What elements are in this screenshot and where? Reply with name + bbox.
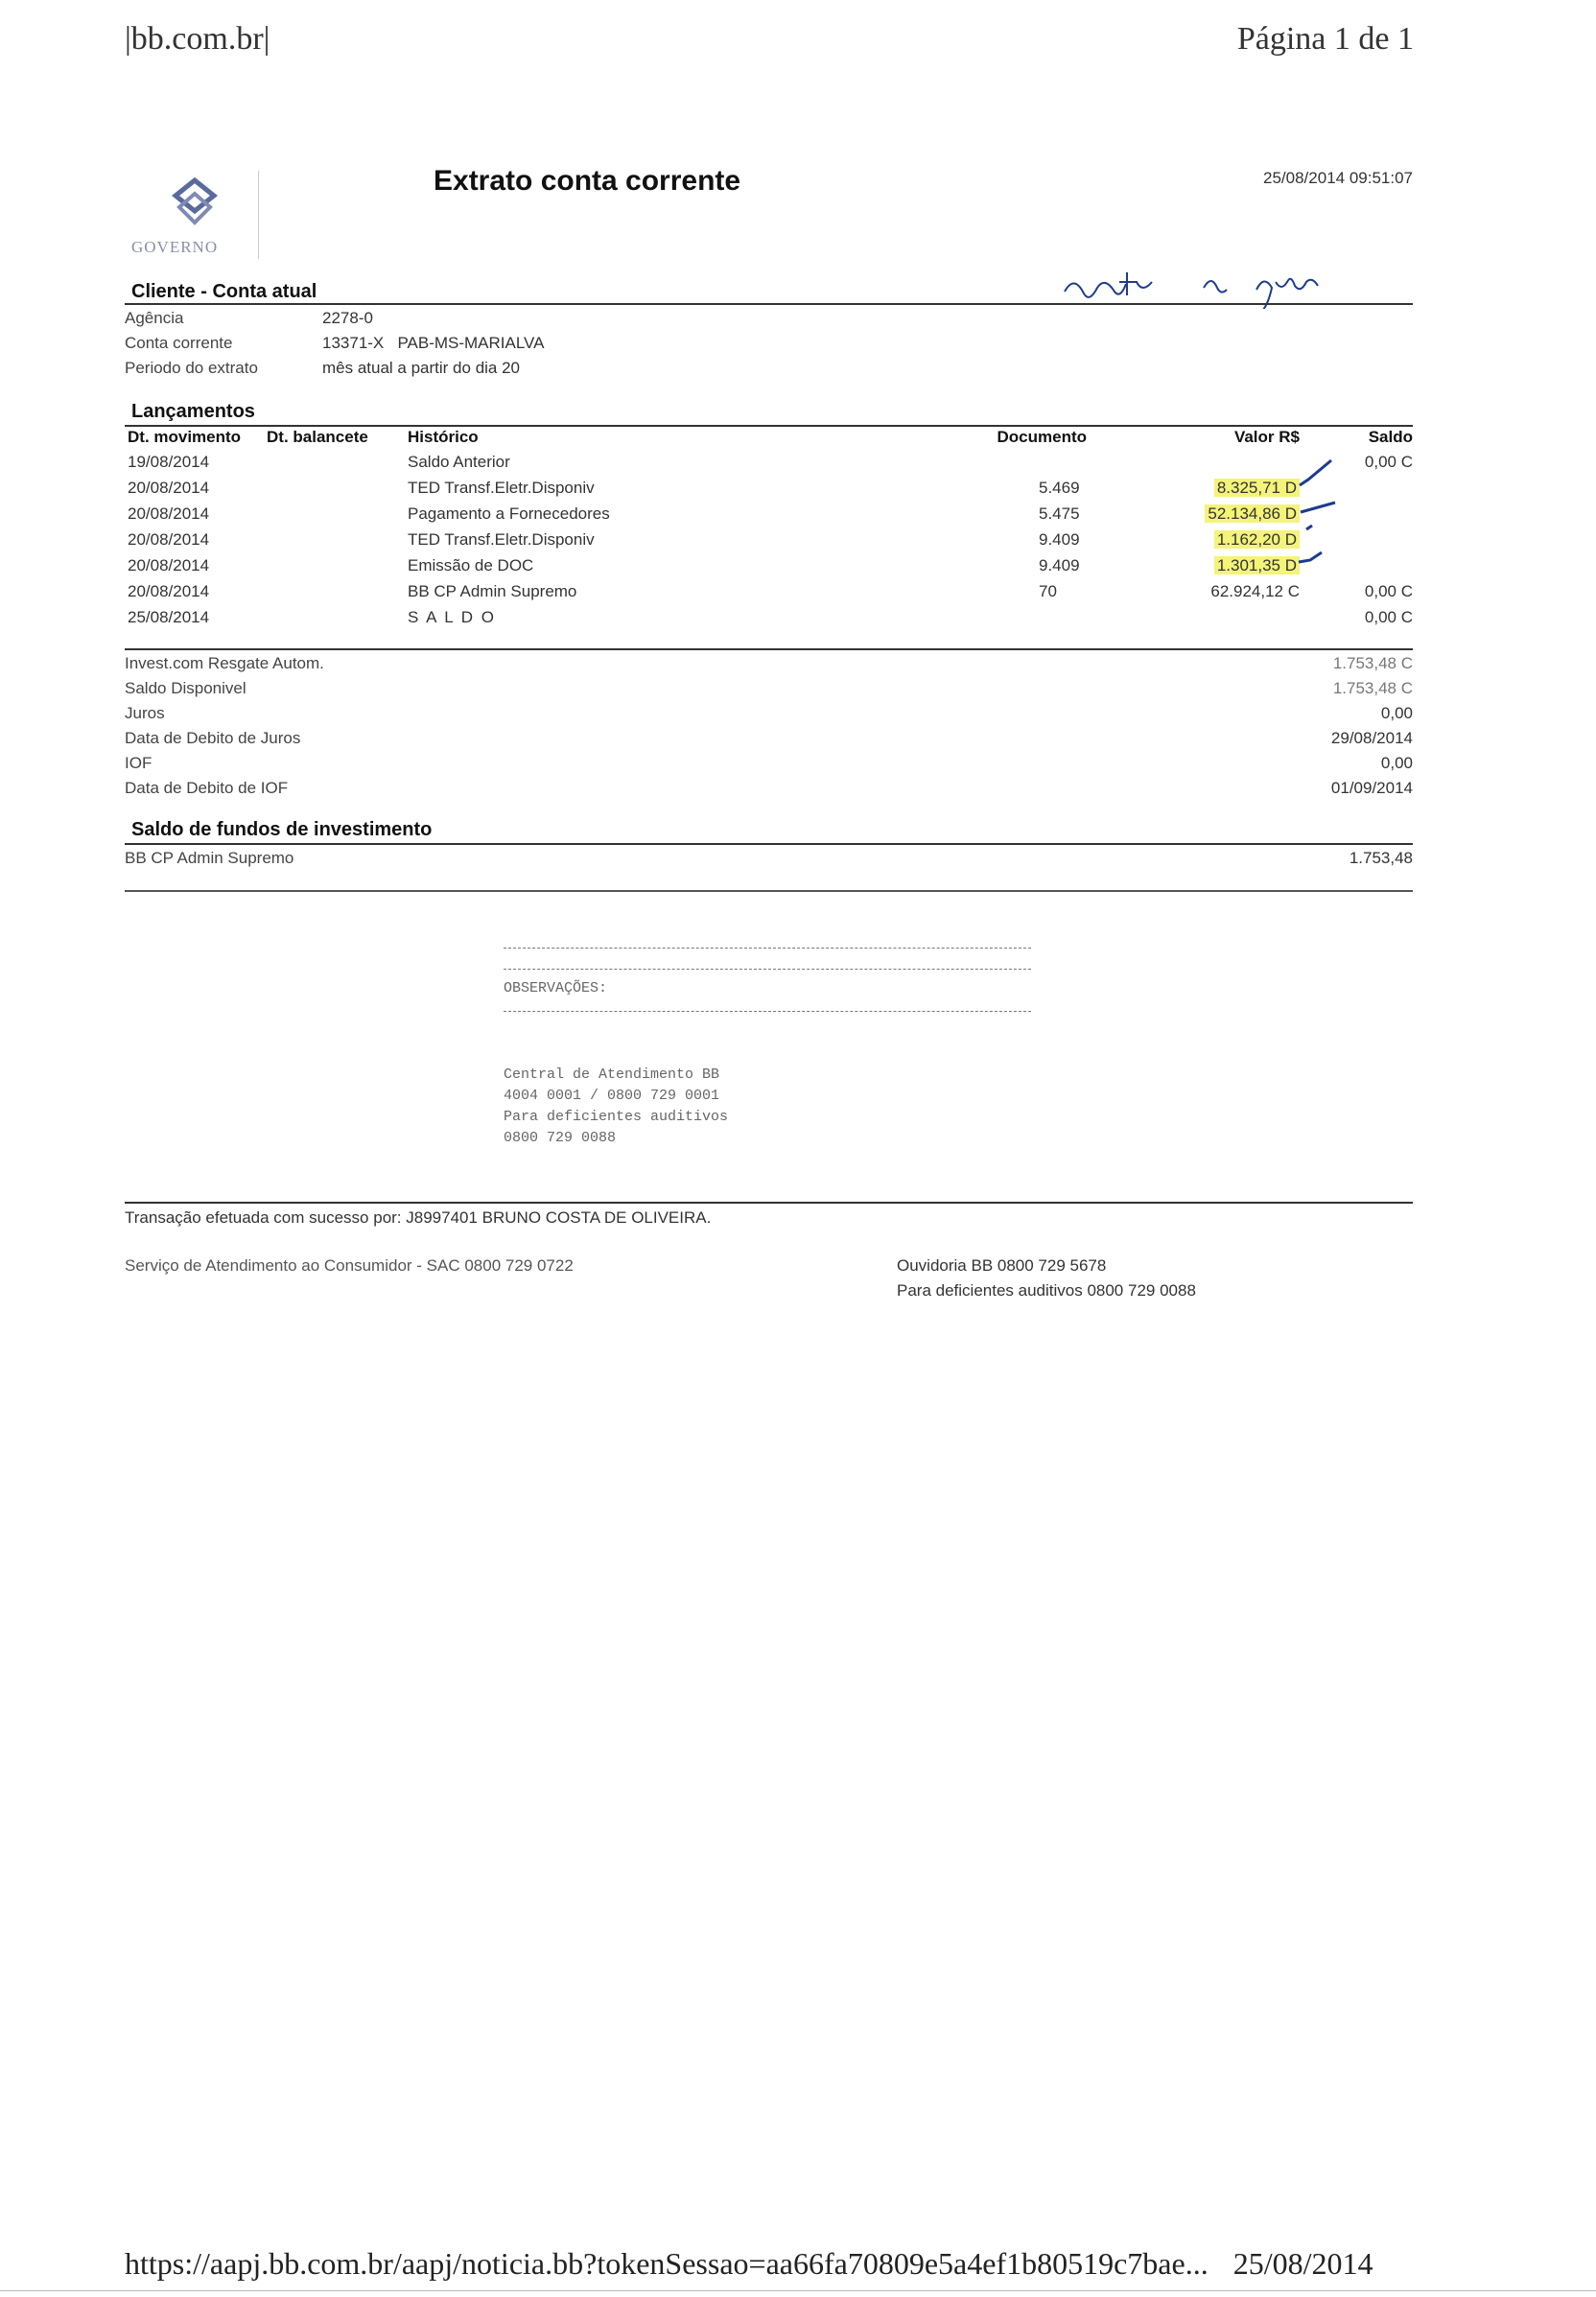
central-line: 4004 0001 / 0800 729 0001 (504, 1088, 720, 1104)
client-label-periodo: Periodo do extrato (125, 359, 258, 377)
table-row-valor-text: 1.301,35 D (1214, 556, 1300, 574)
summary-label: Data de Debito de IOF (125, 779, 289, 797)
fundos-end-rule (125, 890, 1413, 892)
footer-sac: Serviço de Atendimento ao Consumidor - SAC 0800 729 0722 (125, 1256, 574, 1275)
table-row-valor (1165, 479, 1300, 498)
col-header-dt-balancete: Dt. balancete (267, 428, 368, 446)
summary-label: Invest.com Resgate Autom. (125, 654, 324, 672)
table-row-valor-text: 1.162,20 D (1214, 530, 1300, 549)
summary-value: 29/08/2014 (1330, 729, 1413, 747)
obs-dash-3 (504, 1011, 1031, 1012)
footer-deficientes: Para deficientes auditivos 0800 729 0088 (897, 1281, 1196, 1300)
document-title: Extrato conta corrente (434, 165, 741, 197)
summary-label: IOF (125, 754, 153, 772)
table-row-valor: 62.924,12 C (1210, 582, 1300, 600)
table-row-historico: S A L D O (408, 608, 497, 626)
table-row-date: 20/08/2014 (128, 556, 210, 574)
page-header-left: |bb.com.br| (125, 21, 270, 57)
table-row-date: 20/08/2014 (128, 530, 210, 549)
observacoes-label: OBSERVAÇÕES: (504, 980, 608, 996)
fundos-section-title: Saldo de fundos de investimento (131, 819, 433, 840)
summary-label: Data de Debito de Juros (125, 729, 301, 747)
fundos-rule (125, 843, 1413, 845)
table-row-date: 20/08/2014 (128, 479, 210, 497)
page-footer-url (125, 2246, 1373, 2282)
table-row-documento: 9.409 (1039, 556, 1080, 574)
fundos-value: 1.753,48 (1349, 849, 1413, 867)
table-row-valor-text: 8.325,71 D (1214, 479, 1300, 497)
table-row-date: 25/08/2014 (128, 608, 210, 626)
central-line: Para deficientes auditivos (504, 1109, 729, 1125)
summary-value: 0,00 (1380, 704, 1413, 722)
logo-text: GOVERNO (131, 238, 219, 256)
table-row-documento: 9.409 (1039, 530, 1080, 549)
table-row-valor (1165, 530, 1300, 550)
page-header-right: Página 1 de 1 (1236, 21, 1414, 57)
table-row-historico: Pagamento a Fornecedores (408, 504, 610, 523)
transaction-text: Transação efetuada com sucesso por: J8997401 BRUNO COSTA DE OLIVEIRA. (125, 1208, 712, 1227)
table-row-valor-text: 52.134,86 D (1205, 504, 1300, 523)
summary-value: 1.753,48 C (1332, 654, 1413, 672)
bb-logo-icon (166, 175, 223, 232)
fundos-label: BB CP Admin Supremo (125, 849, 294, 867)
table-row-date: 20/08/2014 (128, 582, 210, 600)
table-row-historico: TED Transf.Eletr.Disponiv (408, 479, 595, 497)
table-row-documento: 70 (1039, 582, 1057, 600)
obs-dash-2 (504, 969, 1031, 970)
transaction-rule (125, 1202, 1413, 1204)
table-row-valor (1165, 556, 1300, 575)
table-row-historico: Emissão de DOC (408, 556, 534, 574)
client-rule (125, 303, 1413, 305)
footer-ouvidoria: Ouvidoria BB 0800 729 5678 (897, 1256, 1107, 1275)
table-row-valor (1165, 504, 1300, 524)
lancamentos-rule (125, 425, 1413, 427)
client-label-agencia: Agência (125, 309, 184, 327)
col-header-documento: Documento (997, 428, 1087, 446)
table-row-saldo: 0,00 C (1364, 608, 1413, 626)
table-row-date: 19/08/2014 (128, 453, 210, 471)
central-line: Central de Atendimento BB (504, 1066, 720, 1083)
central-line: 0800 729 0088 (504, 1130, 617, 1146)
table-row-date: 20/08/2014 (128, 504, 210, 523)
obs-dash-1 (504, 948, 1031, 949)
summary-value: 1.753,48 C (1332, 679, 1413, 697)
client-section-title: Cliente - Conta atual (131, 281, 317, 302)
table-row-historico: BB CP Admin Supremo (408, 582, 577, 600)
page-footer-url-text: https://aapj.bb.com.br/aapj/noticia.bb?tokenSessao=aa66fa70809e5a4ef1b80519c7bae... (125, 2246, 1209, 2281)
lancamentos-section-title: Lançamentos (131, 401, 255, 422)
col-header-historico: Histórico (408, 428, 479, 446)
bb-logo (128, 171, 259, 259)
summary-value: 01/09/2014 (1330, 779, 1413, 797)
client-value-agencia: 2278-0 (322, 309, 373, 327)
table-row-historico: TED Transf.Eletr.Disponiv (408, 530, 595, 549)
client-value-conta: 13371-X PAB-MS-MARIALVA (322, 334, 545, 352)
summary-label: Saldo Disponivel (125, 679, 246, 697)
pen-check-marks (1297, 458, 1343, 583)
summary-value: 0,00 (1380, 754, 1413, 772)
page-footer-date: 25/08/2014 (1232, 2246, 1373, 2281)
document-timestamp: 25/08/2014 09:51:07 (1263, 169, 1413, 187)
table-row-historico: Saldo Anterior (408, 453, 510, 471)
table-row-saldo: 0,00 C (1364, 453, 1413, 471)
col-header-valor: Valor R$ (1233, 428, 1300, 446)
table-row-documento: 5.469 (1039, 479, 1080, 497)
table-row-saldo: 0,00 C (1364, 582, 1413, 600)
table-end-rule (125, 648, 1413, 650)
col-header-dt-movimento: Dt. movimento (128, 428, 242, 446)
client-label-conta: Conta corrente (125, 334, 233, 352)
col-header-saldo: Saldo (1368, 428, 1413, 446)
summary-label: Juros (125, 704, 165, 722)
client-value-periodo: mês atual a partir do dia 20 (322, 359, 521, 377)
table-row-documento: 5.475 (1039, 504, 1080, 523)
handwritten-note-drawing (1060, 261, 1405, 309)
page-bottom-edge (0, 2290, 1596, 2291)
